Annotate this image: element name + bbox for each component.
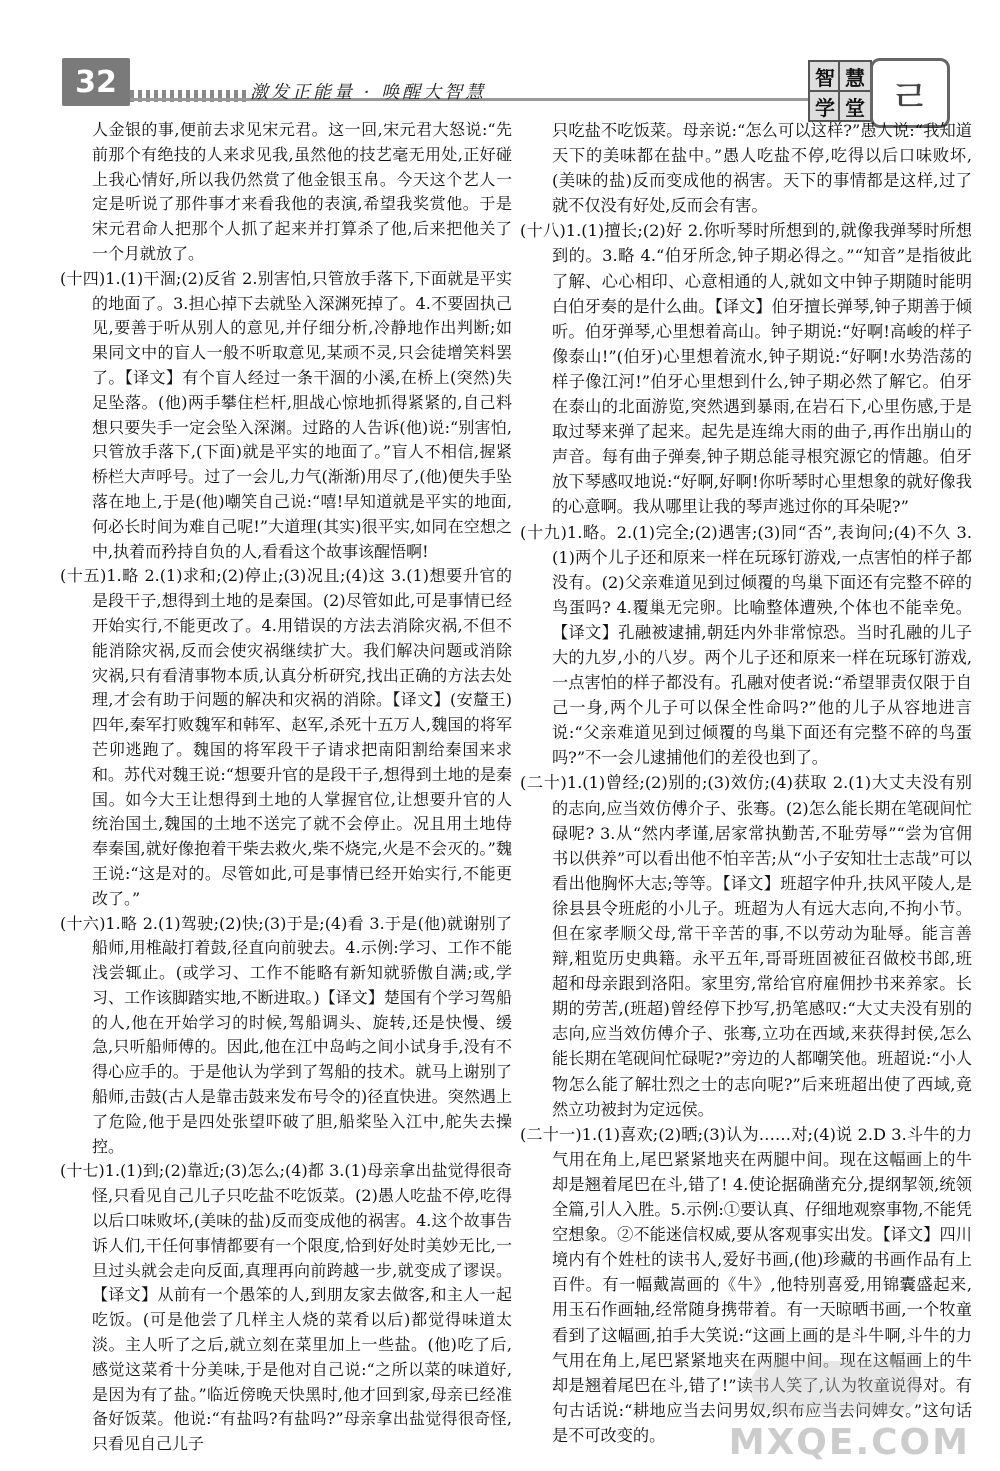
page-number: 32 <box>62 58 130 106</box>
page-header <box>0 0 1000 123</box>
logo-char: 智 <box>808 60 842 92</box>
brand-logo <box>808 58 948 126</box>
answer-paragraph: 只吃盐不吃饭菜。母亲说:“怎么可以这样?”愚人说:“我知道天下的美味都在盐中。”愚人吃盐不停,吃得以后口味败坏,(美味的盐)反而变成他的祸害。天下的事情都是这样,过了就不仅没有好处,反而会有害。 <box>552 121 972 216</box>
answer-section: (十六)1.略 2.(1)驾驶;(2)快;(3)于是;(4)看 3.于是(他)就谢别了船师,用椎敲打着鼓,径直向前驶去。4.示例:学习、工作不能浅尝辄止。(或学习、工作不能略有新知就骄傲自满;或,学习、工作该脚踏实地,不断进取。)【译文】楚国有个学习驾船的人,他在开始学习的时候,驾船调头、旋转,还是快慢、缓急,只听船师傅的。因此,他在江中岛屿之间小试身手,没有不得心应手的。于是他认为学到了驾船的技术。就马上谢别了船师,击鼓(古人是靠击鼓来发布号令的)径直快进。突然遇上了危险,他于是四处张望吓破了胆,船桨坠入江中,舵失去操控。 <box>60 913 512 1156</box>
decorative-line <box>130 98 870 101</box>
answer-section: (十八)1.(1)擅长;(2)好 2.你听琴时所想到的,就像我弹琴时所想到的。3.略 4.“伯牙所念,钟子期必得之。”“知音”是指彼此了解、心心相印、心意相通的人,就如文中钟子期随时能明白伯牙奏的是什么曲。【译文】伯牙擅长弹琴,钟子期善于倾听。伯牙弹琴,心里想着高山。钟子期说:“好啊!高峻的样子像泰山!”(伯牙)心里想着流水,钟子期说:“好啊!水势浩荡的样子像江河!”伯牙心里想到什么,钟子期必然了解它。伯牙在泰山的北面游览,突然遇到暴雨,在岩石下,心里伤感,于是取过琴来弹了起来。起先是连绵大雨的曲子,再作出崩山的声音。每有曲子弹奏,钟子期总能寻根究源它的情趣。伯牙放下琴感叹地说:“好啊,好啊!你听琴时心里想象的就好像我的心意啊。我从哪里让我的琴声逃过你的耳朵呢?” <box>520 221 972 517</box>
watermark: MXQE.COM <box>728 1422 970 1463</box>
watermark-badge <box>750 1361 920 1413</box>
answer-paragraph: 人金银的事,便前去求见宋元君。这一回,宋元君大怒说:“先前那个有绝技的人来求见我,虽然他的技艺毫无用处,正好碰上我心情好,所以我仍然赏了他金银玉帛。今天这个艺人一定是听说了那件事才来看我他的表演,希望我奖赏他。于是宋元君命人把那个人抓了起来并打算杀了他,后来把他关了一个月就放了。 <box>92 120 512 263</box>
answer-section: (二十一)1.(1)喜欢;(2)晒;(3)认为……对;(4)说 2.D 3.斗牛的力气用在角上,尾巴紧紧地夹在两腿中间。现在这幅画上的牛却是翘着尾巴在斗,错了! 4.使论据确凿充分,提纲挈领,统领全篇,引人入胜。5.示例:①要认真、仔细地观察事物,不能凭空想象。②不能迷信权威,要从客观事实出发。【译文】四川境内有个姓杜的读书人,爱好书画,(他)珍藏的书画作品有上百件。有一幅戴嵩画的《牛》,他特别喜爱,用锦囊盛起来,用玉石作画轴,经常随身携带着。有一天晾晒书画,一个牧童看到了这幅画,拍手大笑说:“这画上画的是斗牛啊,斗牛的力气用在角上,尾巴紧紧地夹在两腿中间。现在这幅画上的牛却是翘着尾巴在斗,错了!”读书人笑了,认为牧童说得对。有句古话说:“耕地应当去问男奴,织布应当去问婢女。”这句话是不可改变的。 <box>520 1124 972 1445</box>
logo-char: 慧 <box>838 60 872 92</box>
header-slogan: 激发正能量 · 唤醒大智慧 <box>250 82 487 103</box>
answer-section: (十七)1.(1)到;(2)靠近;(3)怎么;(4)都 3.(1)母亲拿出盐觉得很奇怪,只看见自己儿子只吃盐不吃饭菜。(2)愚人吃盐不停,吃得以后口味败坏,(美味的盐)反而变成他的祸害。4.这个故事告诉人们,干任何事情都要有一个限度,恰到好处时美妙无比,一旦过头就会走向反面,真理再向前跨越一步,就变成了谬误。【译文】从前有一个愚笨的人,到朋友家去做客,和主人一起吃饭。(可是他尝了几样主人烧的菜肴以后)都觉得味道太淡。主人听了之后,就立刻在菜里加上一些盐。(他)吃了后,感觉这菜肴十分美味,于是他对自己说:“之所以菜的味道好,是因为有了盐。”临近傍晚天快黑时,他才回到家,母亲已经准备好饭菜。他说:“有盐吗?有盐吗?”母亲拿出盐觉得很奇怪,只看见自己儿子 <box>60 1161 512 1454</box>
answer-section: (二十)1.(1)曾经;(2)别的;(3)效仿;(4)获取 2.(1)大丈夫没有别的志向,应当效仿傅介子、张骞。(2)怎么能长期在笔砚间忙碌呢? 3.从“然内孝谨,居家常执勤苦,不耻劳辱”“尝为官佣书以供养”可以看出他不怕辛苦;从“小子安知壮士志哉”可以看出他胸怀大志;等等。【译文】班超字仲升,扶风平陵人,是徐县县令班彪的小儿子。班超为人有远大志向,不拘小节。但在家孝顺父母,常干辛苦的事,不以劳动为耻辱。能言善辩,粗览历史典籍。永平五年,哥哥班固被征召做校书郎,班超和母亲跟到洛阳。家里穷,常给官府雇佣抄书来养家。长期的劳苦,(班超)曾经停下抄写,扔笔感叹:“大丈夫没有别的志向,应当效仿傅介子、张骞,立功在西域,来获得封侯,怎么能长期在笔砚间忙碌呢?”旁边的人都嘲笑他。班超说:“小人物怎么能了解壮烈之士的志向呢?”后来班超出使了西域,竟然立功被封为定远侯。 <box>520 773 972 1119</box>
answer-section: (十九)1.略。2.(1)完全;(2)遇害;(3)同“否”,表询问;(4)不久 3.(1)两个儿子还和原来一样在玩琢钉游戏,一点害怕的样子都没有。(2)父亲难道见到过倾覆的鸟巢下面还有完整不碎的鸟蛋吗? 4.覆巢无完卵。比喻整体遭殃,个体也不能幸免。【译文】孔融被逮捕,朝廷内外非常惊恐。当时孔融的儿子大的九岁,小的八岁。两个儿子还和原来一样在玩琢钉游戏,一点害怕的样子都没有。孔融对使者说:“希望罪责仅限于自己一身,两个儿子可以保全性命吗?”他的儿子从容地进言说:“父亲难道见到过倾覆的鸟巢下面还有完整不碎的鸟蛋吗?”不一会儿逮捕他们的差役也到了。 <box>520 522 972 768</box>
answer-column-left <box>60 118 512 1457</box>
logo-mark-icon: ㄹ <box>870 58 950 128</box>
answer-section: (十五)1.略 2.(1)求和;(2)停止;(3)况且;(4)这 3.(1)想要升官的是段干子,想得到土地的是秦国。(2)尽管如此,可是事情已经开始实行,不能更改了。4.用错误的方法去消除灾祸,不但不能消除灾祸,反而会使灾祸继续扩大。我们解决问题或消除灾祸,只有看清事物本质,认真分析研究,找出正确的方法去处理,才会有助于问题的解决和灾祸的消除。【译文】(安釐王)四年,秦军打败魏军和韩军、赵军,杀死十五万人,魏国的将军芒卯逃跑了。魏国的将军段干子请求把南阳割给秦国来求和。苏代对魏王说:“想要升官的是段干子,想得到土地的是秦国。如今大王让想得到土地的人掌握官位,让想要升官的人统治国土,魏国的土地不送完了就不会停止。况且用土地侍奉秦国,就好像抱着干柴去救火,柴不烧完,火是不会灭的。”魏王说:“这是对的。尽管如此,可是事情已经开始实行,不能更改了。” <box>60 566 512 908</box>
answer-section: (十四)1.(1)干涸;(2)反省 2.别害怕,只管放手落下,下面就是平实的地面了。3.担心掉下去就坠入深渊死掉了。4.不要固执己见,要善于听从别人的意见,并仔细分析,冷静地作出判断;如果同文中的盲人一般不听取意见,某顽不灵,只会徒增笑料罢了。【译文】有个盲人经过一条干涸的小溪,在桥上(突然)失足坠落。(他)两手攀住栏杆,胆战心惊地抓得紧紧的,自己料想只要失手一定会坠入深渊。过路的人告诉(他)说:“别害怕,只管放手落下,(下面)就是平实的地面了。”盲人不相信,握紧桥栏大声呼号。过了一会儿,力气(渐渐)用尽了,(他)便失手坠落在地上,于是(他)嘲笑自己说:“嘻!早知道就是平实的地面,何必长时间为难自己呢!”大道理(其实)很平实,如同在空想之中,执着而矜持自负的人,看看这个故事该醒悟啊! <box>60 268 512 561</box>
logo-char: 学 <box>808 90 842 122</box>
answer-column-right <box>520 118 972 1448</box>
logo-char: 堂 <box>838 90 872 122</box>
